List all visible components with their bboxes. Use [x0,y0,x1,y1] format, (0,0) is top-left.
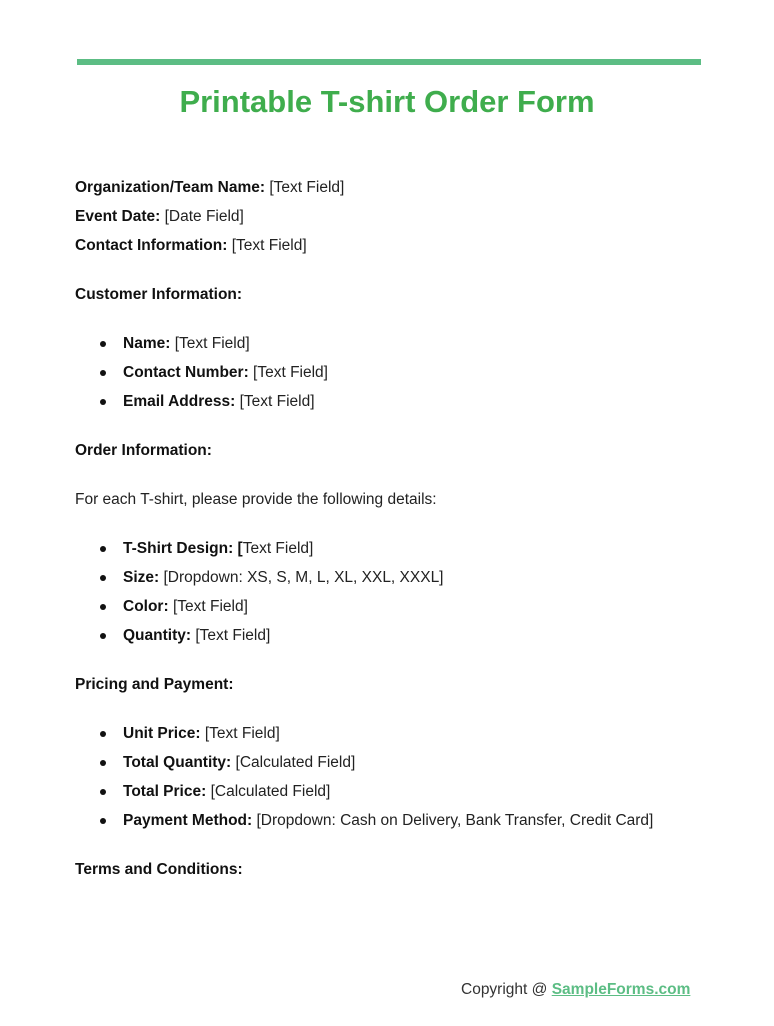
field-label: Contact Number: [123,364,249,381]
order-intro-text: For each T-shirt, please provide the following details: [75,491,437,508]
field-label: Size: [123,569,160,586]
text-field-placeholder[interactable]: [Text Field] [172,598,248,615]
bullet-icon [100,789,106,795]
customer-list [75,332,715,419]
field-label: Contact Information: [75,237,228,254]
page-title: Printable T-shirt Order Form [179,84,595,119]
bullet-icon [100,370,106,376]
field-label: Name: [123,335,171,352]
date-field-placeholder[interactable]: [Date Field] [164,208,244,225]
bullet-icon [100,604,106,610]
pricing-list [75,722,715,838]
title-accent-bar [77,59,701,65]
bullet-icon [100,731,106,737]
bullet-icon [100,546,106,552]
list-item [75,595,715,624]
calculated-field-placeholder[interactable]: [Calculated Field] [210,783,331,800]
list-item [75,332,715,361]
list-item [75,751,715,780]
text-field-placeholder[interactable]: [Text Field] [204,725,280,742]
field-label: Organization/Team Name: [75,179,266,196]
text-field-placeholder[interactable]: [Text Field] [195,627,271,644]
copyright-text: Copyright @ [461,981,548,998]
section-heading-pricing: Pricing and Payment: [75,676,234,693]
bullet-icon [100,341,106,347]
text-field-placeholder[interactable]: [Text Field] [174,335,250,352]
list-item [75,361,715,390]
list-item [75,809,715,838]
bullet-icon [100,399,106,405]
field-label: Unit Price: [123,725,201,742]
field-label: Payment Method: [123,812,253,829]
bullet-icon [100,575,106,581]
field-label: Event Date: [75,208,161,225]
text-field-placeholder[interactable]: [Text Field] [269,179,345,196]
field-label: Total Quantity: [123,754,232,771]
bullet-icon [100,818,106,824]
field-label: T-Shirt Design: [ [123,540,243,557]
footer-copyright [461,981,690,999]
field-organization [75,176,715,205]
list-item [75,390,715,419]
list-item [75,722,715,751]
bullet-icon [100,633,106,639]
field-contact-information [75,234,715,263]
field-event-date [75,205,715,234]
section-heading-order: Order Information: [75,442,212,459]
list-item [75,566,715,595]
list-item [75,780,715,809]
text-field-placeholder[interactable]: [Text Field] [231,237,307,254]
text-field-placeholder[interactable]: [Text Field] [253,364,328,381]
field-label: Total Price: [123,783,207,800]
text-field-placeholder[interactable]: Text Field] [242,540,314,557]
brand-link[interactable]: SampleForms.com [551,981,691,998]
form-body [75,176,715,882]
size-dropdown-placeholder[interactable]: [Dropdown: XS, S, M, L, XL, XXL, XXXL] [163,569,444,586]
bullet-icon [100,760,106,766]
list-item [75,537,715,566]
section-heading-customer: Customer Information: [75,286,243,303]
field-label: Color: [123,598,169,615]
text-field-placeholder[interactable]: [Text Field] [239,393,315,410]
order-list [75,537,715,653]
list-item [75,624,715,653]
calculated-field-placeholder[interactable]: [Calculated Field] [235,754,356,771]
section-heading-terms: Terms and Conditions: [75,861,243,878]
field-label: Email Address: [123,393,236,410]
payment-dropdown-placeholder[interactable]: [Dropdown: Cash on Delivery, Bank Transfer, Credit Card] [256,812,654,829]
field-label: Quantity: [123,627,192,644]
